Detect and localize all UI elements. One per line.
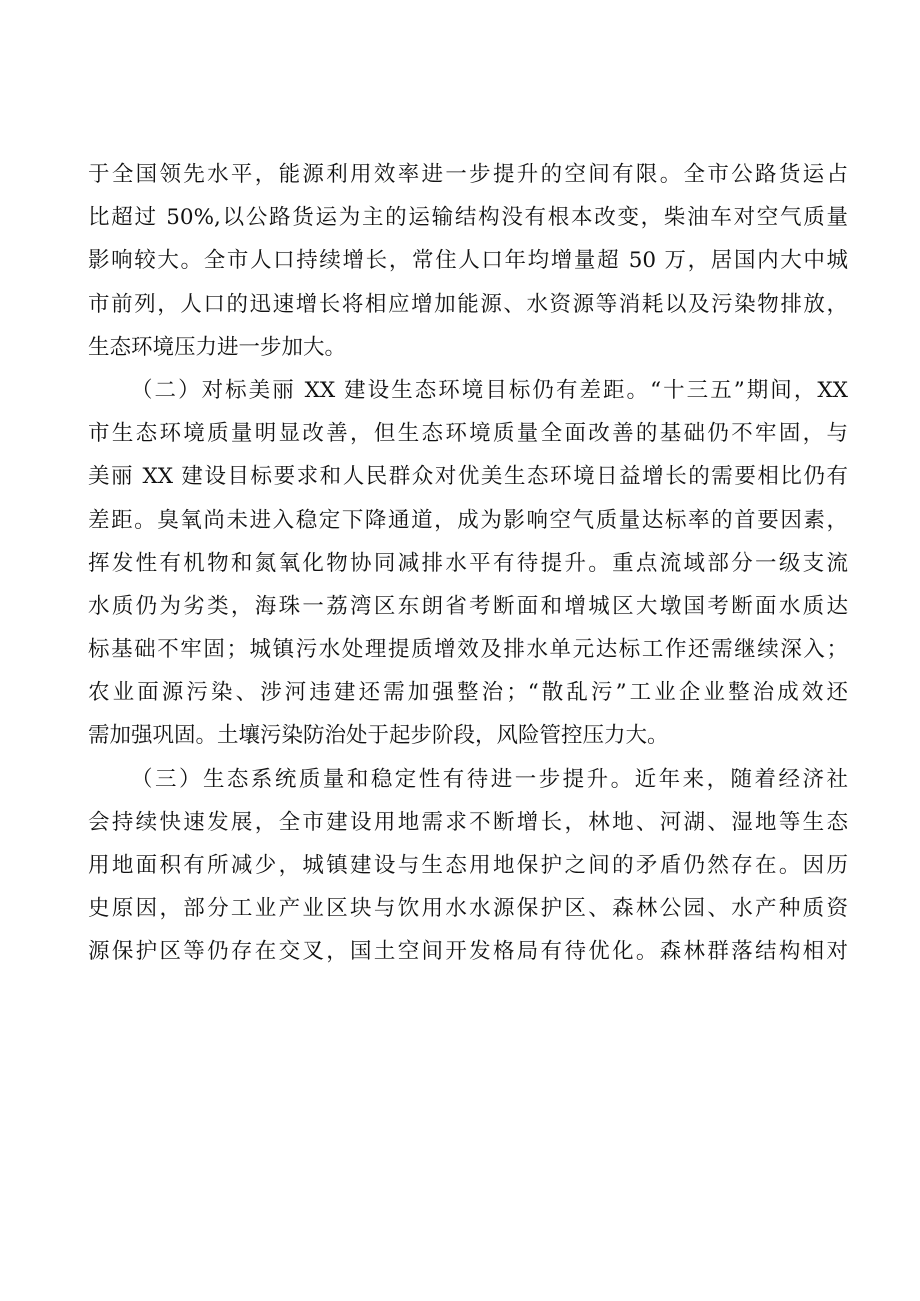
- text-line: 史原因，部分工业产业区块与饮用水水源保护区、森林公园、水产种质资: [88, 896, 848, 922]
- text-line: 差距。臭氧尚未进入稳定下降通道，成为影响空气质量达标率的首要因素，: [88, 507, 848, 533]
- text-line: 用地面积有所减少，城镇建设与生态用地保护之间的矛盾仍然存在。因历: [88, 853, 848, 878]
- paragraph-energy-transport: [88, 153, 848, 369]
- text-line: 于全国领先水平，能源利用效率进一步提升的空间有限。全市公路货运占: [88, 162, 848, 187]
- text-line: 市生态环境质量明显改善，但生态环境质量全面改善的基础仍不牢固，与: [88, 421, 848, 447]
- document-body: [88, 153, 848, 974]
- text-line: 挥发性有机物和氮氧化物协同减排水平有待提升。重点流域部分一级支流: [88, 550, 848, 576]
- text-line: 需加强巩固。土壤污染防治处于起步阶段，风险管控压力大。: [88, 723, 669, 749]
- text-line: 源保护区等仍存在交叉，国土空间开发格局有待优化。森林群落结构相对: [88, 939, 848, 965]
- section-heading-line: （三）生态系统质量和稳定性有待进一步提升。近年来，随着经济社: [131, 766, 848, 792]
- text-line: 生态环境压力进一步加大。: [88, 334, 347, 360]
- text-line: 比超过 50%,以公路货运为主的运输结构没有根本改变，柴油车对空气质量: [88, 205, 848, 231]
- section-heading-line: （二）对标美丽 XX 建设生态环境目标仍有差距。“十三五”期间，XX: [131, 377, 848, 403]
- text-line: 水质仍为劣类，海珠一荔湾区东朗省考断面和增城区大墩国考断面水质达: [88, 593, 848, 619]
- text-line: 标基础不牢固；城镇污水处理提质增效及排水单元达标工作还需继续深入；: [88, 637, 848, 663]
- text-line: 市前列，人口的迅速增长将相应增加能源、水资源等消耗以及污染物排放，: [88, 291, 848, 317]
- paragraph-section-2: [88, 369, 848, 758]
- text-line: 农业面源污染、涉河违建还需加强整治；“散乱污”工业企业整治成效还: [88, 680, 848, 706]
- text-line: 影响较大。全市人口持续增长，常住人口年均增量超 50 万，居国内大中城: [88, 248, 848, 274]
- text-line: 会持续快速发展，全市建设用地需求不断增长，林地、河湖、湿地等生态: [88, 809, 848, 835]
- text-line: 美丽 XX 建设目标要求和人民群众对优美生态环境日益增长的需要相比仍有: [88, 464, 848, 490]
- paragraph-section-3: [88, 758, 848, 974]
